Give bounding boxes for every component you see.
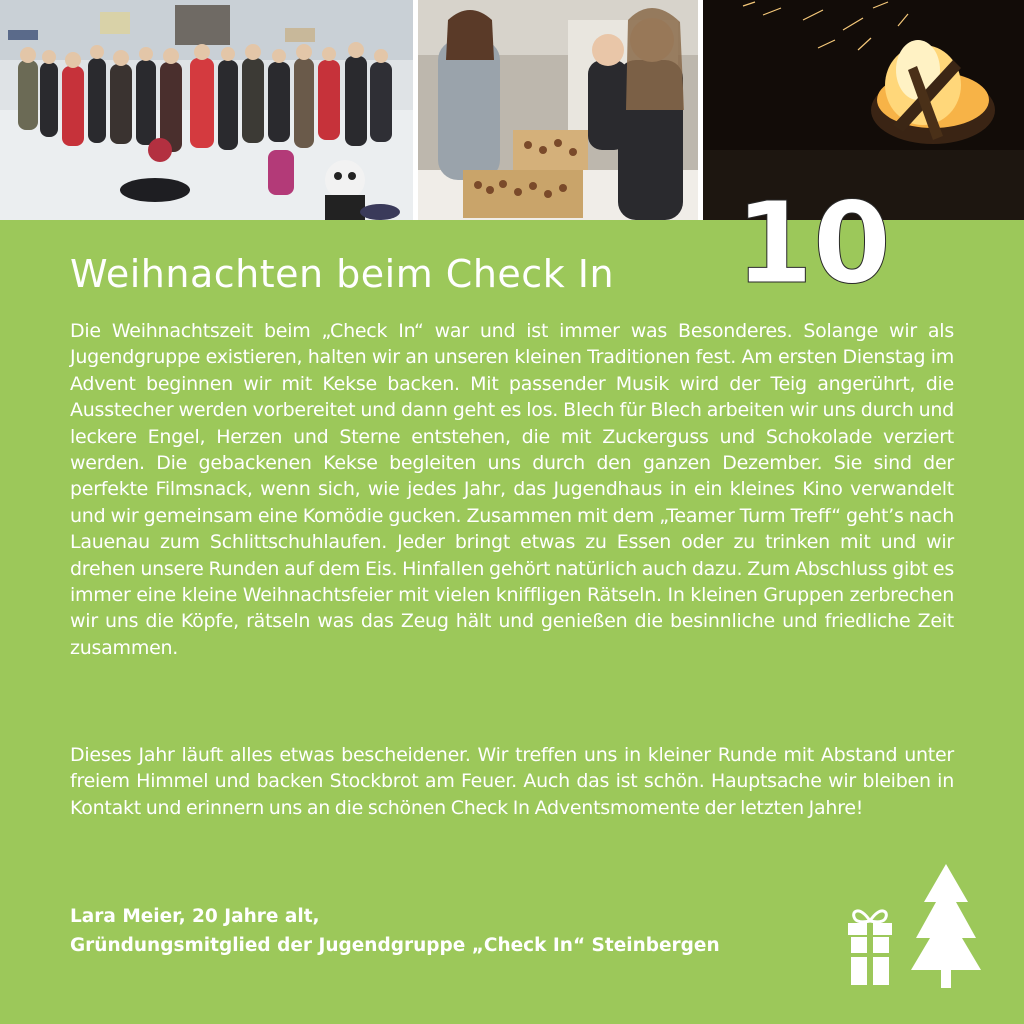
- gift-icon: [845, 903, 895, 988]
- cookie-baking-photo: [418, 0, 698, 220]
- signature-line-1: Lara Meier, 20 Jahre alt,: [70, 906, 320, 927]
- signature: [70, 902, 720, 960]
- body-paragraph-1: Die Weihnachtszeit beim „Check In“ war und ist immer was Besonderes. Solange wir als Jugendgruppe existieren, halten wir an unseren kleinen Traditionen fest. Am ersten Dienstag im Advent beginnen wir mit Kekse backen. Mit passender Musik wird der Teig angerührt, die Ausstecher werden vorbereitet und dann geht es los. Blech für Blech arbeiten wir uns durch und leckere Engel, Herzen und Sterne entstehen, die mit Zuckerguss und Schokolade verziert werden. Die gebackenen Kekse begleiten uns durch den ganzen Dezember. Sie sind der perfekte Filmsnack, wenn sich, wie jedes Jahr, das Jugendhaus in ein kleines Kino verwandelt und wir gemeinsam eine Komödie gucken. Zusammen mit dem „Teamer Turm Treff“ geht’s nach Lauenau zum Schlittschuhlaufen. Jeder bringt etwas zu Essen oder zu trinken mit und wir drehen unsere Runden auf dem Eis. Hinfallen gehört natürlich auch dazu. Zum Abschluss gibt es immer eine kleine Weihnachtsfeier mit vielen kniffligen Rätseln. In kleinen Gruppen zerbrechen wir uns die Köpfe, rätseln was das Zeug hält und genießen die besinnliche und friedliche Zeit zusammen.: [70, 320, 954, 659]
- christmas-tree-icon: [910, 862, 982, 990]
- body-paragraph-2: Dieses Jahr läuft alles etwas bescheidener. Wir treffen uns in kleiner Runde mit Abstand unter freiem Himmel und backen Stockbrot am Feuer. Auch das ist schön. Hauptsache wir bleiben in Kontakt und erinnern uns an die schönen Check In Adventsmomente der letzten Jahre!: [70, 744, 954, 819]
- signature-line-2: Gründungsmitglied der Jugendgruppe „Check In“ Steinbergen: [70, 935, 720, 956]
- page-title: Weihnachten beim Check In: [70, 252, 615, 296]
- day-number: [735, 170, 891, 309]
- day-number-text: 10: [735, 179, 891, 309]
- ice-skating-group-photo: [0, 0, 413, 220]
